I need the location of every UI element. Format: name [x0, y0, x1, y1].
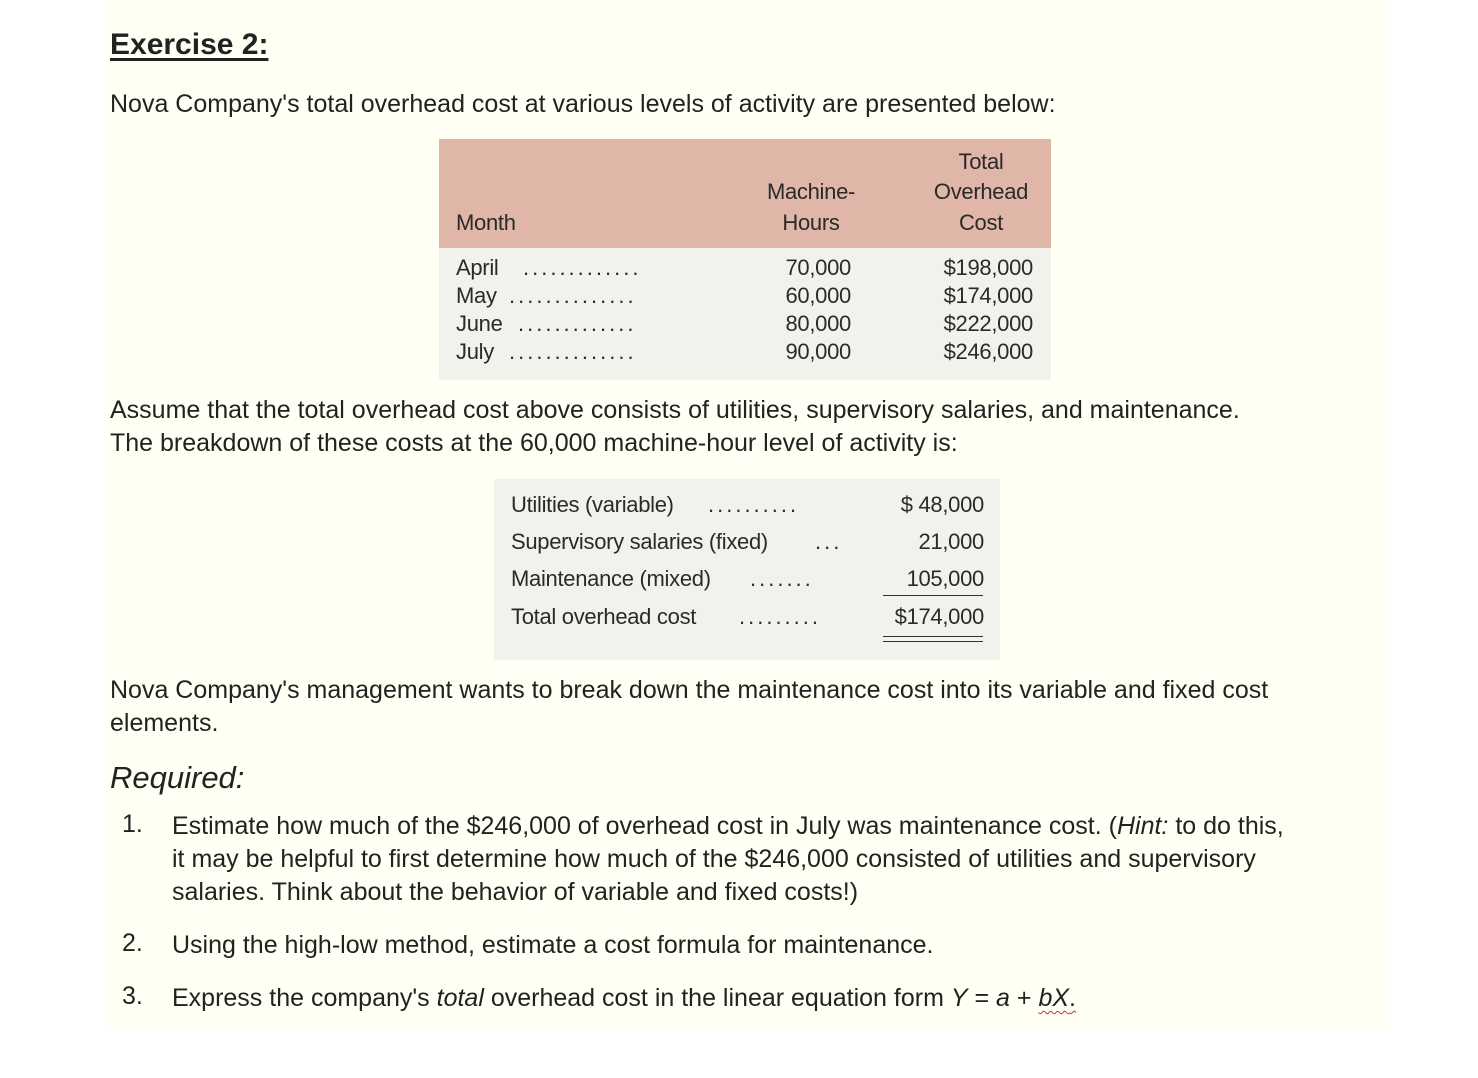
- leader-dots: .............: [523, 255, 642, 280]
- assume-line-1: Assume that the total overhead cost above consists of utilities, supervisory salaries, and maintenance.: [110, 396, 1240, 424]
- subtotal-rule: [883, 595, 983, 596]
- mgmt-line-1: Nova Company's management wants to break down the maintenance cost into its variable and fixed cost: [110, 676, 1269, 704]
- breakdown-value: 105,000: [906, 566, 984, 591]
- leader-dots: ..........: [708, 492, 800, 517]
- overhead-cost-table: [439, 139, 1051, 380]
- leader-dots: ...: [815, 529, 843, 554]
- leader-dots: .........: [739, 604, 822, 629]
- hint-label: Hint:: [1116, 812, 1169, 840]
- total-emphasis: total: [436, 984, 484, 1012]
- breakdown-label: Maintenance (mixed): [511, 566, 711, 591]
- required-heading: Required:: [110, 760, 245, 795]
- item1-line2: it may be helpful to first determine how much of the $246,000 consisted of utilities and supervisory: [172, 845, 1256, 873]
- header-cost-line2: Overhead: [933, 179, 1029, 204]
- total-double-rule-top: [883, 636, 983, 637]
- row-cost: $222,000: [943, 311, 1033, 336]
- leader-dots: ..............: [509, 283, 637, 308]
- management-paragraph: [110, 674, 1380, 740]
- breakdown-label: Utilities (variable): [511, 492, 674, 517]
- row-month: July: [456, 339, 494, 364]
- eq-bx: bX: [1038, 984, 1070, 1012]
- header-month: Month: [456, 210, 516, 235]
- row-hours: 70,000: [785, 255, 851, 280]
- total-double-rule-bottom: [883, 641, 983, 642]
- item1-line3: salaries. Think about the behavior of variable and fixed costs!): [172, 878, 859, 906]
- leader-dots: ..............: [509, 339, 637, 364]
- row-month: May: [456, 283, 497, 308]
- breakdown-label: Total overhead cost: [511, 604, 697, 629]
- mgmt-line-2: elements.: [110, 709, 219, 737]
- row-cost: $198,000: [943, 255, 1033, 280]
- required-number: 3.: [122, 982, 143, 1010]
- header-hours-line1: Machine-: [766, 179, 856, 204]
- leader-dots: .............: [518, 311, 637, 336]
- breakdown-label: Supervisory salaries (fixed): [511, 529, 768, 554]
- breakdown-value: 21,000: [918, 529, 984, 554]
- row-month: June: [456, 311, 503, 336]
- leader-dots: .......: [750, 566, 814, 591]
- required-item-2: Using the high-low method, estimate a cost formula for maintenance.: [172, 931, 934, 959]
- header-cost-line1: Total: [958, 149, 1004, 174]
- header-cost-line3: Cost: [958, 210, 1004, 235]
- eq-y: Y: [950, 984, 968, 1012]
- cost-breakdown-table: [494, 479, 1000, 660]
- required-item-1: [172, 810, 1387, 909]
- header-hours-line2: Hours: [782, 210, 840, 235]
- eq-a: a: [996, 984, 1010, 1012]
- row-hours: 80,000: [785, 311, 851, 336]
- row-hours: 60,000: [785, 283, 851, 308]
- row-cost: $174,000: [943, 283, 1033, 308]
- assume-paragraph: [110, 394, 1370, 460]
- item1-line1: Estimate how much of the $246,000 of overhead cost in July was maintenance cost. (Hint: to do this,: [172, 812, 1284, 840]
- breakdown-value: $174,000: [894, 604, 984, 629]
- row-hours: 90,000: [785, 339, 851, 364]
- required-item-3: Express the company's total overhead cost in the linear equation form Y = a + bX.: [172, 984, 1076, 1012]
- intro-paragraph: Nova Company's total overhead cost at various levels of activity are presented below:: [110, 90, 1056, 118]
- breakdown-value: $ 48,000: [900, 492, 984, 517]
- assume-line-2: The breakdown of these costs at the 60,000 machine-hour level of activity is:: [110, 429, 958, 457]
- exercise-title: Exercise 2:: [110, 28, 269, 61]
- row-month: April: [456, 255, 499, 280]
- row-cost: $246,000: [943, 339, 1033, 364]
- required-number: 2.: [122, 929, 143, 957]
- required-number: 1.: [122, 810, 143, 838]
